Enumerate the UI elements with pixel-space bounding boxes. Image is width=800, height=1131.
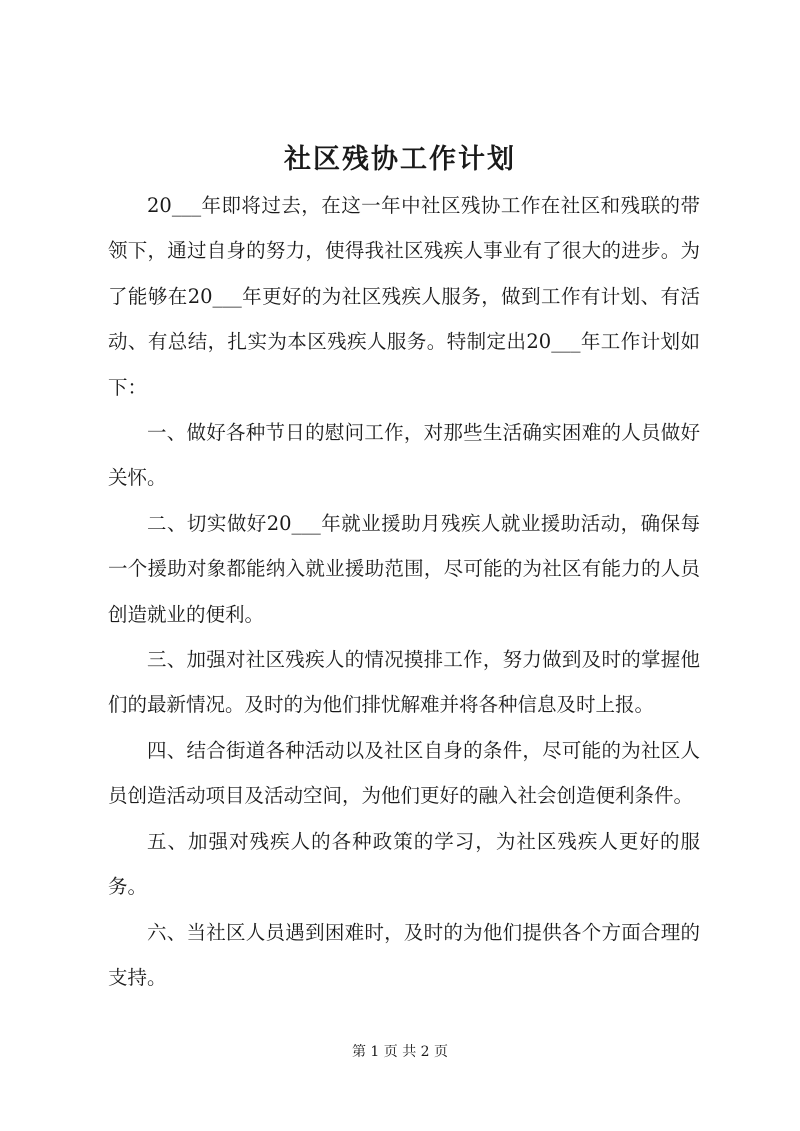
plan-item-4: 四、结合街道各种活动以及社区自身的条件，尽可能的为社区人员创造活动项目及活动空间，为他们更好的融入社会创造便利条件。: [108, 738, 700, 808]
plan-item-5: 五、加强对残疾人的各种政策的学习，为社区残疾人更好的服务。: [108, 829, 700, 899]
intro-paragraph: 20___年即将过去，在这一年中社区残协工作在社区和残联的带领下，通过自身的努力，使得我社区残疾人事业有了很大的进步。为了能够在20___年更好的为社区残疾人服务，做到工作有计划、有活动、有总结，扎实为本区残疾人服务。特制定出20___年工作计划如下：: [108, 194, 700, 399]
page-footer: 第 1 页 共 2 页: [351, 1044, 449, 1060]
document-title: 社区残协工作计划: [284, 144, 516, 175]
plan-item-1: 一、做好各种节日的慰问工作，对那些生活确实困难的人员做好关怀。: [108, 421, 700, 490]
plan-item-3: 三、加强对社区残疾人的情况摸排工作，努力做到及时的掌握他们的最新情况。及时的为他们排忧解难并将各种信息及时上报。: [108, 648, 700, 717]
document-body: [108, 183, 700, 1000]
plan-item-6: 六、当社区人员遇到困难时，及时的为他们提供各个方面合理的支持。: [108, 920, 700, 989]
plan-item-2: 二、切实做好20___年就业援助月残疾人就业援助活动，确保每一个援助对象都能纳入就业援助范围，尽可能的为社区有能力的人员创造就业的便利。: [108, 511, 700, 626]
